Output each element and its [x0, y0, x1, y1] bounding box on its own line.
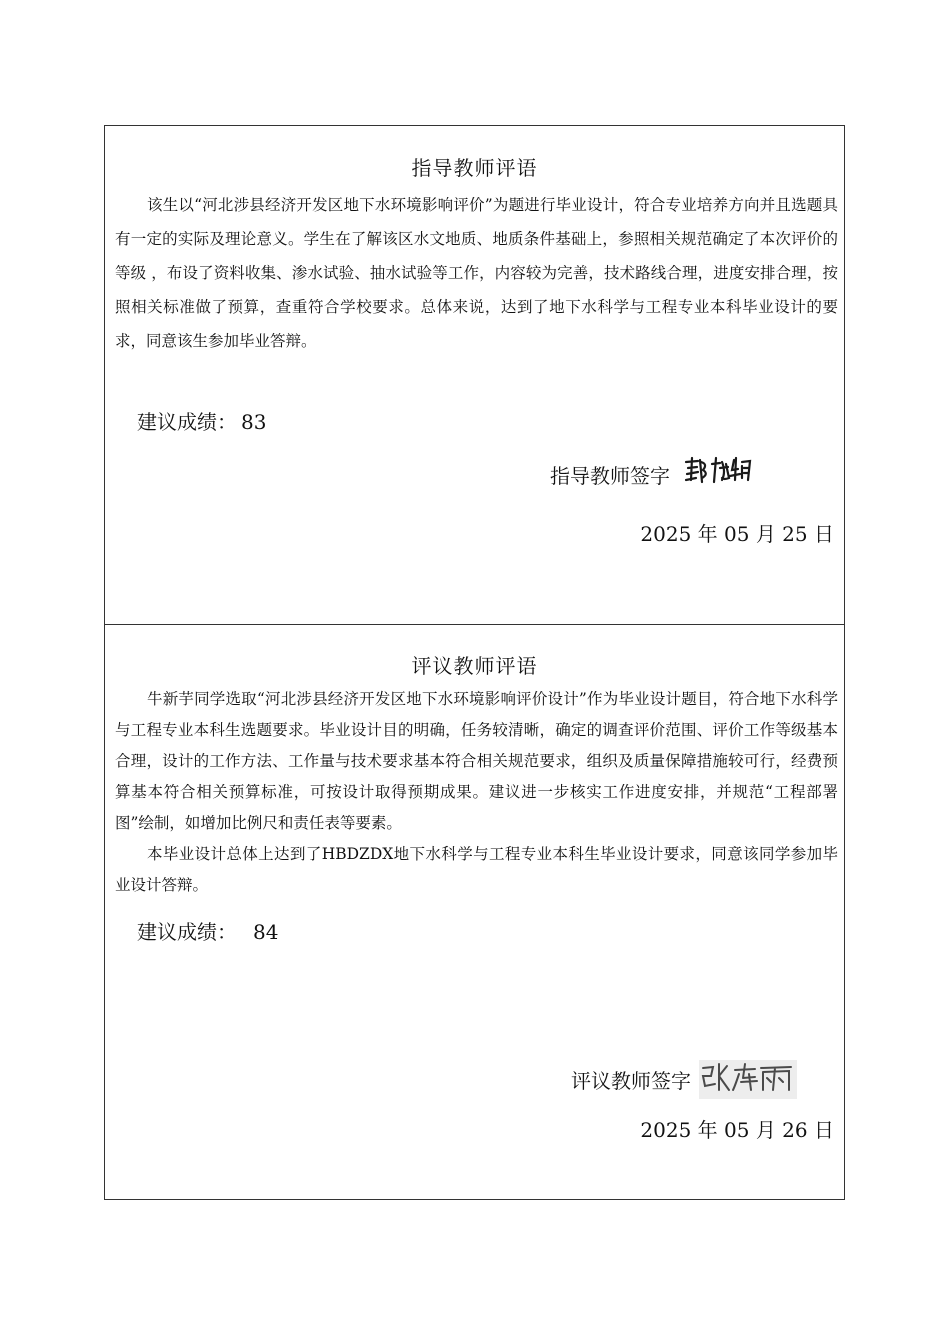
advisor-comment-title: 指导教师评语 [411, 156, 538, 180]
advisor-comment-text: 该生以“河北涉县经济开发区地下水环境影响评价”为题进行毕业设计，符合专业培养方向并且选题具有一定的实际及理论意义。学生在了解该区水文地质、地质条件基础上，参照相关规范确定了本次评价的等级 ，布设了资料收集、渗水试验、抽水试验等工作，内容较为完善，技术路线合理，进度安排合理，按照相关标准做了预算，查重符合学校要求。总体来说，达到了地下水科学与工程专业本科毕业设计的要求，同意该生参加毕业答辩。 [115, 196, 838, 350]
advisor-grade [137, 406, 266, 435]
reviewer-signature-line [571, 1060, 797, 1099]
reviewer-handwritten-signature [699, 1060, 797, 1099]
reviewer-grade [137, 916, 278, 945]
reviewer-signature-label: 评议教师签字 [571, 1069, 691, 1093]
reviewer-grade-value: 84 [253, 920, 279, 944]
advisor-grade-value: 83 [241, 410, 267, 434]
reviewer-grade-label: 建议成绩： [137, 920, 237, 944]
reviewer-comment-title: 评议教师评语 [411, 654, 538, 678]
advisor-signature-line [550, 454, 754, 495]
advisor-signature-label: 指导教师签字 [550, 464, 670, 488]
reviewer-comment-paragraph-1: 牛新芋同学选取“河北涉县经济开发区地下水环境影响评价设计”作为毕业设计题目，符合地下水科学与工程专业本科生选题要求。毕业设计目的明确，任务较清晰，确定的调查评价范围、评价工作等级基本合理，设计的工作方法、工作量与技术要求基本符合相关规范要求，组织及质量保障措施较可行，经费预算基本符合相关预算标准，可按设计取得预期成果。建议进一步核实工作进度安排，并规范“工程部署图”绘制，如增加比例尺和责任表等要素。 [115, 690, 838, 832]
advisor-handwritten-signature [682, 454, 754, 495]
reviewer-date: 2025 年 05 月 26 日 [640, 1118, 834, 1142]
reviewer-comment-text [115, 684, 838, 901]
reviewer-comment-paragraph-2: 本毕业设计总体上达到了HBDZDX地下水科学与工程专业本科生毕业设计要求，同意该同学参加毕业设计答辩。 [115, 845, 838, 894]
advisor-date: 2025 年 05 月 25 日 [640, 522, 834, 546]
evaluation-form-table [104, 125, 845, 1200]
advisor-grade-label: 建议成绩： [137, 410, 237, 434]
section-divider [105, 624, 844, 625]
